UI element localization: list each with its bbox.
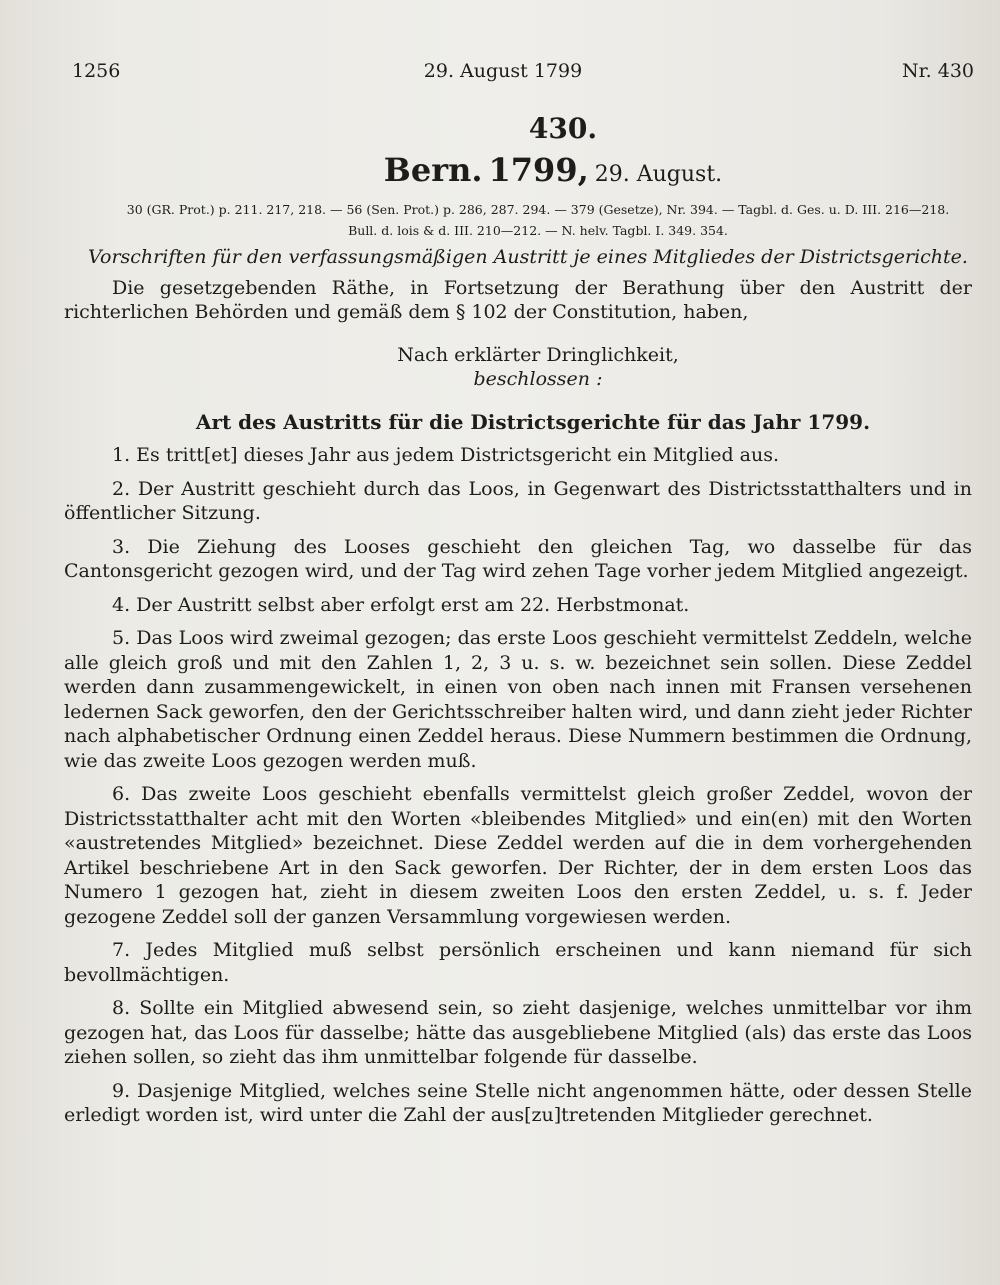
article-4: 4. Der Austritt selbst aber erfolgt erst am 22. Herbstmonat. <box>112 593 690 616</box>
article-6: 6. Das zweite Loos geschieht ebenfalls vermittelst gleich großer Zeddel, wovon der Districtsstatthalter acht mit den Worten «bleibendes Mitglied» und ein(en) mit den Worten «austretendes Mitglied» bezeichnet. Diese Zeddel werden auf die in dem vorhergehenden Artikel beschriebene Art in den Sack geworfen. Der Richter, der in dem ersten Loos das Numero 1 gezogen hat, zieht in diesem zweiten Loos den ersten Zeddel, u. s. f. Jeder gezogene Zeddel soll der ganzen Versammlung vorgewiesen werden. <box>64 783 972 928</box>
article-5: 5. Das Loos wird zweimal gezogen; das erste Loos geschieht vermittelst Zeddeln, welche alle gleich groß und mit den Zahlen 1, 2, 3 u. s. w. bezeichnet sein sollen. Diese Zeddel werden dann zusammengewickelt, in einen von oben nach innen mit Fransen versehenen ledernen Sack geworfen, den der Gerichtsschreiber halten wird, und dann zieht jeder Richter nach alphabetischer Ordnung einen Zeddel heraus. Diese Nummern bestimmen die Ordnung, wie das zweite Loos gezogen werden muß. <box>64 627 972 772</box>
document-ref: Nr. 430 <box>902 60 974 82</box>
document-title <box>64 152 972 193</box>
page-number: 1256 <box>72 60 121 82</box>
article-9: 9. Dasjenige Mitglied, welches seine Stelle nicht angenommen hätte, oder dessen Stelle erledigt worden ist, wird unter die Zahl der aus[zu]tretenden Mitglieder gerechnet. <box>64 1079 972 1126</box>
running-header <box>72 60 974 90</box>
title-date: 29. August. <box>594 162 723 187</box>
source-references <box>64 199 972 241</box>
title-year: 1799, <box>488 151 589 189</box>
document-body <box>64 112 972 1128</box>
resolved-clause: beschlossen : <box>473 368 603 390</box>
article-2: 2. Der Austritt geschieht durch das Loos, in Gegenwart des Districtsstatthalters und in öffentlicher Sitzung. <box>64 477 972 524</box>
article-8: 8. Sollte ein Mitglied abwesend sein, so zieht dasjenige, welches unmittelbar vor ihm gezogen hat, das Loos für dasselbe; hätte das ausgebliebene Mitglied (als) das erste das Loos ziehen sollen, so zieht das ihm unmittelbar folgende für dasselbe. <box>64 997 972 1068</box>
document-subject: Vorschriften für den verfassungsmäßigen Austritt je eines Mitgliedes der Districtsgerichte. <box>88 246 968 268</box>
header-date: 29. August 1799 <box>423 60 583 82</box>
urgency-clause: Nach erklärter Dringlichkeit, <box>397 343 679 366</box>
article-1: 1. Es tritt[et] dieses Jahr aus jedem Districtsgericht ein Mitglied aus. <box>112 444 780 466</box>
article-7: 7. Jedes Mitglied muß selbst persönlich erscheinen und kann niemand für sich bevollmächtigen. <box>64 939 972 986</box>
article-3: 3. Die Ziehung des Looses geschieht den gleichen Tag, wo dasselbe für das Cantonsgericht gezogen wird, und der Tag wird zehen Tage vorher jedem Mitglied angezeigt. <box>64 535 972 582</box>
sources-line-1: 30 (GR. Prot.) p. 211. 217, 218. — 56 (Sen. Prot.) p. 286, 287. 294. — 379 (Gesetze), Nr. 394. — Tagbl. d. Ges. u. D. III. 216—218. <box>126 202 950 217</box>
title-place: Bern. <box>383 151 483 189</box>
document-number: 430. <box>528 112 598 145</box>
sources-line-2: Bull. d. lois & d. III. 210—212. — N. helv. Tagbl. I. 349. 354. <box>348 223 728 238</box>
section-heading: Art des Austritts für die Districtsgerichte für das Jahr 1799. <box>195 409 871 434</box>
preamble: Die gesetzgebenden Räthe, in Fortsetzung der Berathung über den Austritt der richterlichen Behörden und gemäß dem § 102 der Constitution, haben, <box>64 276 972 323</box>
